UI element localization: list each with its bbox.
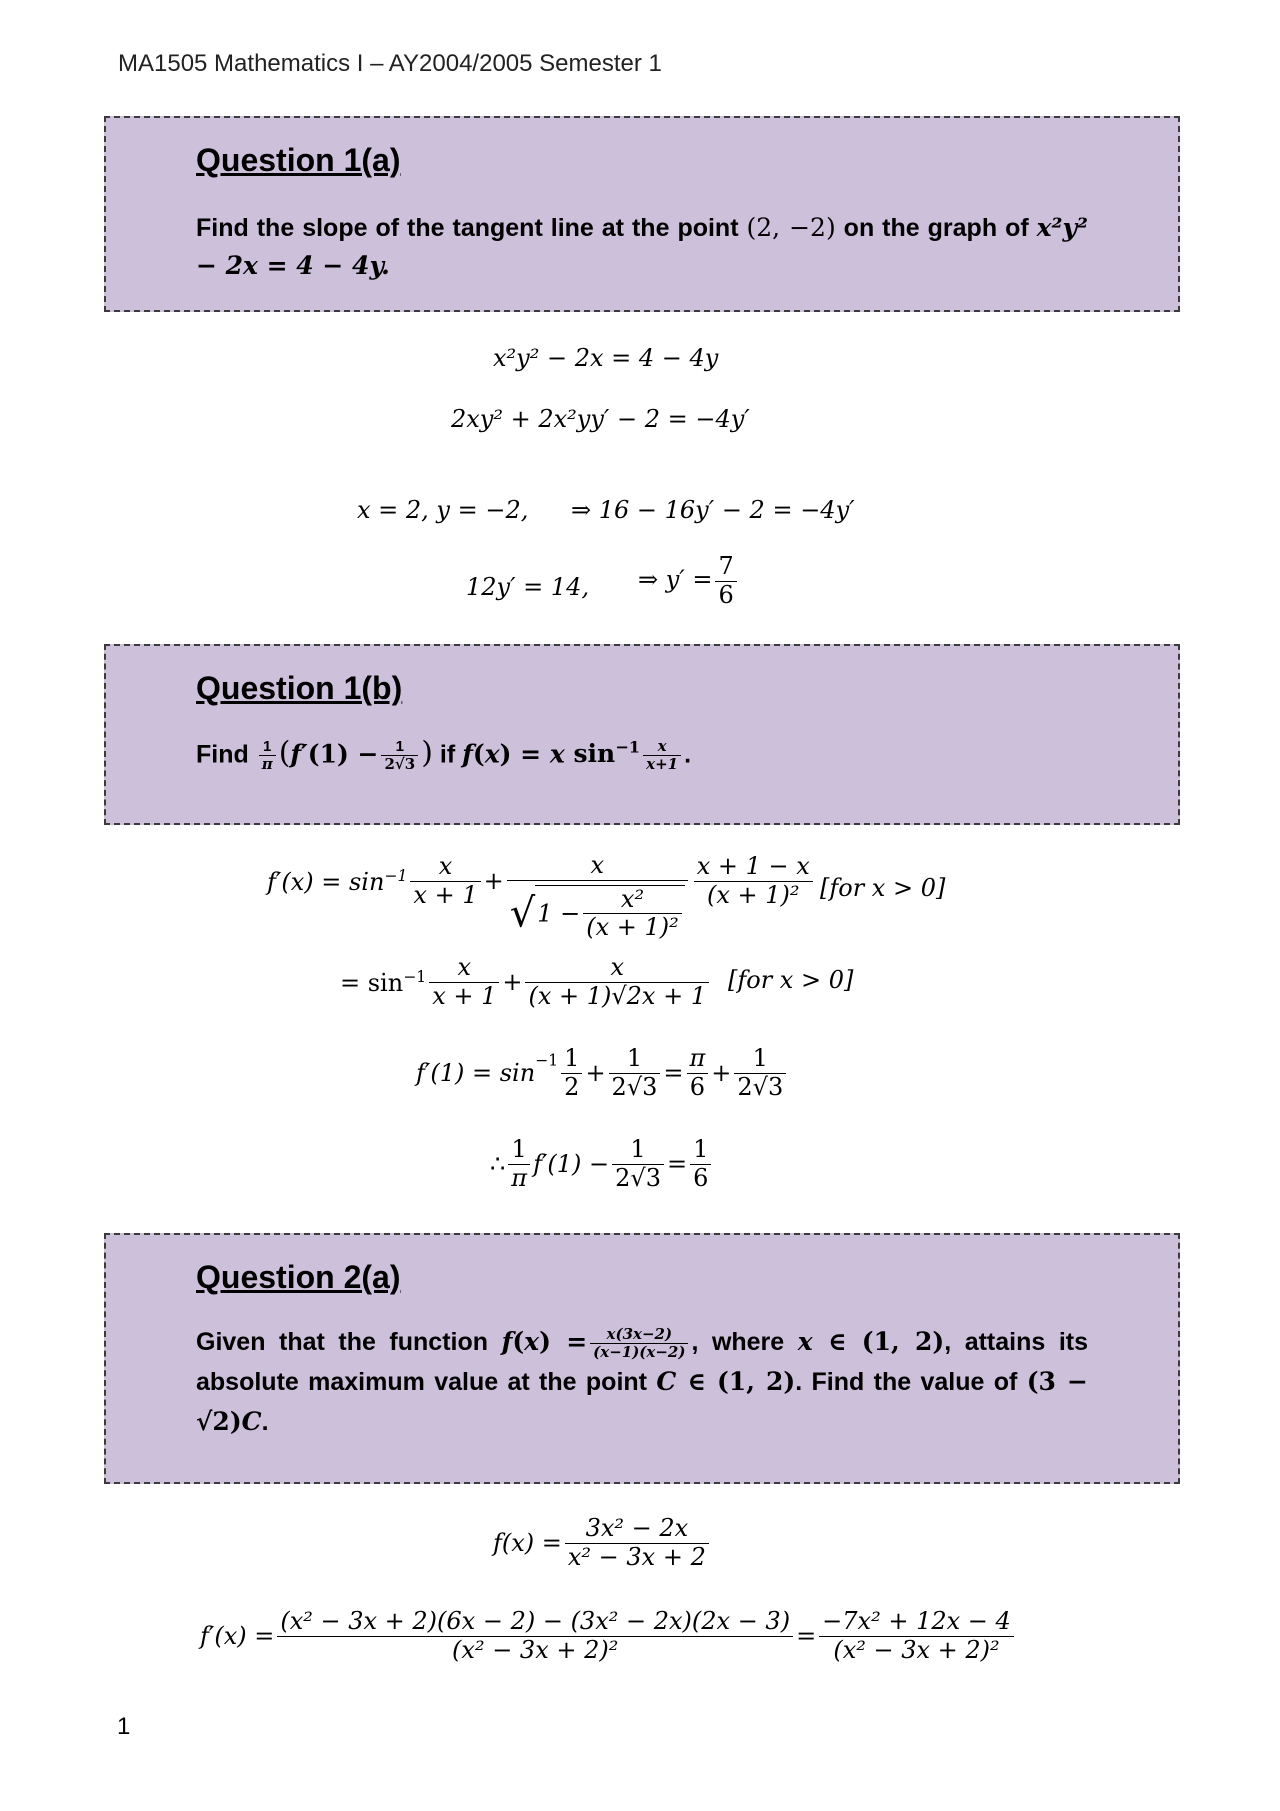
question-1a-box bbox=[104, 116, 1180, 312]
question-1b-title: Question 1(b) bbox=[196, 670, 403, 706]
question-2a-box bbox=[104, 1233, 1180, 1484]
q2a-solution-line-1: f(x) = $\frac{\text{3x² − 2x}}{\text{x² − 3x + 2}}$ bbox=[493, 1515, 712, 1571]
question-2a-text: Given that the function f(x) = $\frac{x(3x-2)}{(x-1)(x-2)}$ , where x ∈ (1, 2), attains its absolute maximum value at the point C ∈ (1, 2). Find the value of (3 − √2)C. bbox=[196, 1324, 1089, 1436]
question-1a-text: Find the slope of the tangent line at the point (2, −2) on the graph of x²y² − 2x = 4 − 4y. bbox=[196, 213, 1088, 280]
question-1a-title: Question 1(a) bbox=[196, 142, 401, 178]
q1a-solution-line-2: 2xy² + 2x²yy′ − 2 = −4y′ bbox=[451, 405, 750, 433]
question-1b-text: Find $\frac{1}{\pi}$ (f′(1) − $\frac{1}{2√3}$ ) if f(x) = x $\sin^{-1}$ $\frac{x}{x+1}$ . bbox=[196, 735, 692, 774]
q1b-solution-line-2: = $\sin^{-1}$ $\frac{x}{x + 1}$ + $\frac{x}{(x + 1)√2x + 1}$ bbox=[340, 954, 712, 1010]
question-2a-title: Question 2(a) bbox=[196, 1259, 401, 1295]
q2a-solution-line-2: f′(x) = $\frac{\text{(x² − 3x + 2)(6x − 2) − (3x² − 2x)(2x − 3)}}{\text{(x² − 3x + 2)²}}$ = $\frac{\text{−7x² + 12x − 4}}{\text{(x² − 3x + 2)²}}$ bbox=[200, 1608, 1017, 1664]
q1a-solution-line-4a: 12y′ = 14, bbox=[466, 573, 590, 601]
q1b-solution-line-4: ∴ $\frac{1}{\pi}$ f′(1) − $\frac{1}{2√3}$ = $\frac{1}{6}$ bbox=[490, 1136, 714, 1192]
q1a-solution-line-1: x²y² − 2x = 4 − 4y bbox=[493, 344, 719, 372]
q1b-solution-line-3: $f'(1) = \sin^{-1}$ $\frac{1}{2}$ + $\frac{1}{2√3}$ = $\frac{\pi}{6}$ + $\frac{1}{2√3}$ bbox=[416, 1045, 789, 1101]
document-header: MA1505 Mathematics I – AY2004/2005 Semester 1 bbox=[118, 50, 662, 77]
page-number: 1 bbox=[117, 1713, 131, 1740]
q1a-solution-line-4b: ⇒ y′ = $\frac{7}{6}$ bbox=[638, 553, 740, 609]
q1a-solution-line-3b: ⇒ 16 − 16y′ − 2 = −4y′ bbox=[571, 496, 855, 524]
q1b-condition-2: [for x > 0] bbox=[728, 966, 854, 994]
q1b-condition-1: [for x > 0] bbox=[820, 874, 946, 902]
question-1b-box bbox=[104, 644, 1180, 825]
q1a-solution-line-3a: x = 2, y = −2, bbox=[357, 496, 529, 524]
q1b-solution-line-1: $f'(x) = \sin^{-1}$ $\frac{x}{x + 1}$ + x √1 − $\frac{\text{x²}}{\text{(x + 1)²}}$ $\frac{x + 1 - x}{\text{(x + 1)²}}$ bbox=[267, 852, 816, 942]
